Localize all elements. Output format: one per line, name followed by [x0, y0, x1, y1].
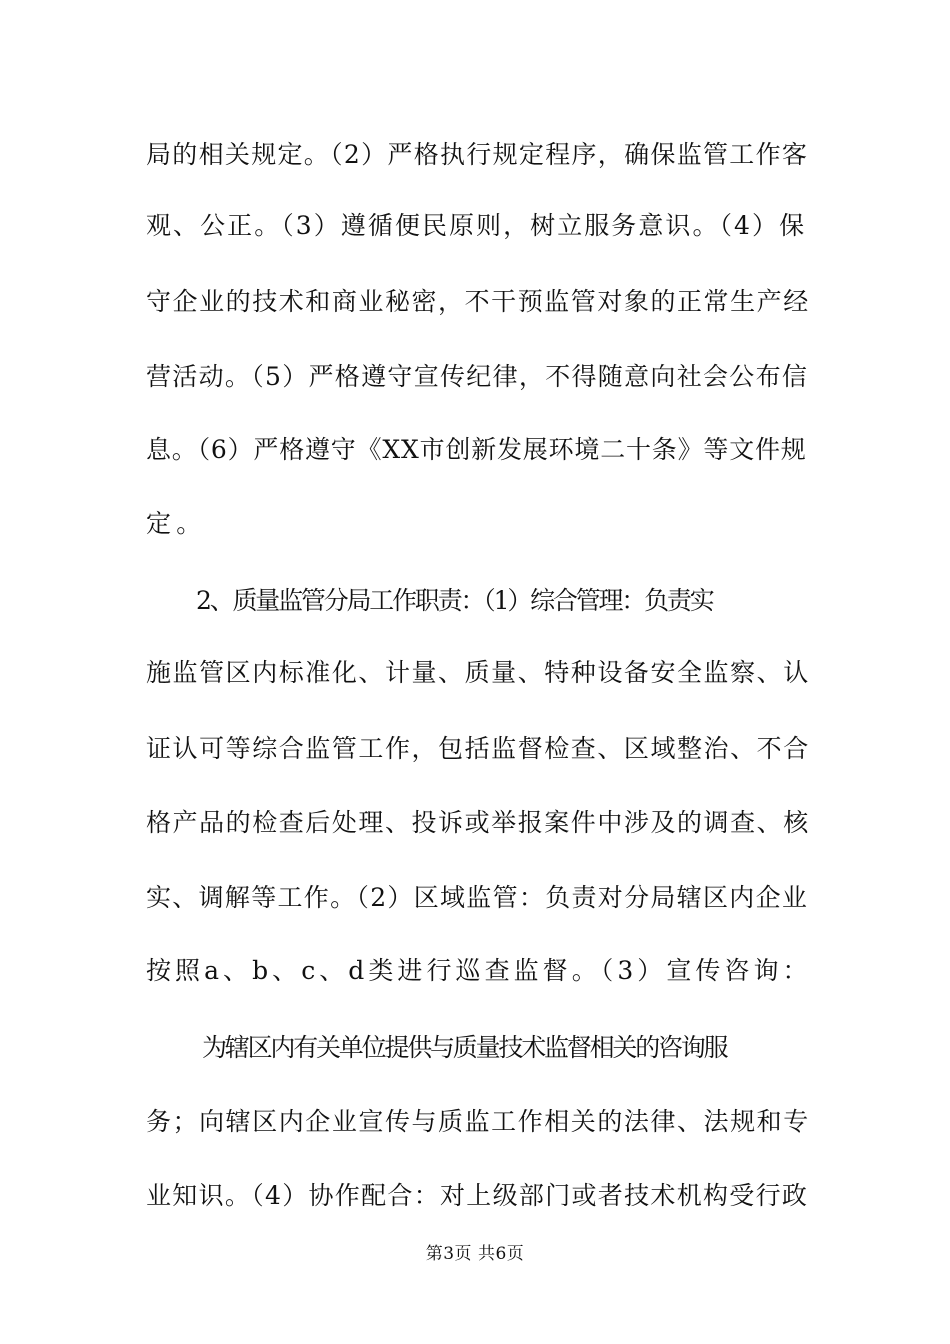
text-line-1: 局的相关规定。（2）严格执行规定程序，确保监管工作客 [146, 140, 809, 169]
text-line-7: 2、质量监管分局工作职责：（1）综合管理：负责实 [196, 586, 713, 615]
text-line-3: 守企业的技术和商业秘密，不干预监管对象的正常生产经 [146, 287, 810, 316]
text-line-10: 格产品的检查后处理、投诉或举报案件中涉及的调查、核 [146, 808, 810, 837]
text-line-9: 证认可等综合监管工作，包括监督检查、区域整治、不合 [146, 734, 810, 763]
text-line-12: 按照a、b、c、d类进行巡查监督。（3）宣传咨询： [146, 956, 812, 985]
text-line-8: 施监管区内标准化、计量、质量、特种设备安全监察、认 [146, 658, 810, 687]
text-line-11: 实、调解等工作。（2）区域监管：负责对分局辖区内企业 [146, 883, 809, 912]
text-line-6: 定。 [146, 509, 207, 538]
text-line-15: 业知识。（4）协作配合：对上级部门或者技术机构受行政 [146, 1181, 809, 1210]
text-line-14: 务；向辖区内企业宣传与质监工作相关的法律、法规和专 [146, 1107, 810, 1136]
text-line-2: 观、公正。（3）遵循便民原则，树立服务意识。（4）保 [146, 211, 807, 240]
text-line-13: 为辖区内有关单位提供与质量技术监督相关的咨询服 [202, 1033, 727, 1062]
page-number-footer: 第3页 共6页 [425, 1244, 525, 1264]
text-line-5: 息。（6）严格遵守《XX市创新发展环境二十条》等文件规 [146, 435, 807, 464]
text-line-4: 营活动。（5）严格遵守宣传纪律，不得随意向社会公布信 [146, 362, 809, 391]
